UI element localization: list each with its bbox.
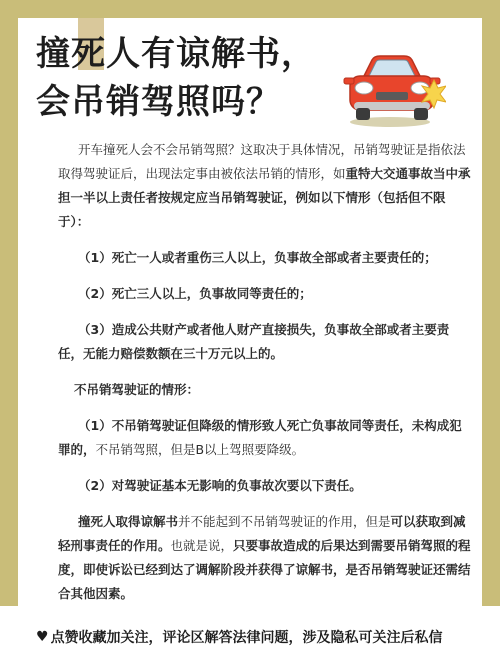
list-item: （3）造成公共财产或者他人财产直接损失，负事故全部或者主要责任，无能力赔偿数额在三十万元以上的。 xyxy=(58,322,450,361)
heart-icon: ♥ xyxy=(36,628,49,645)
title-line-2: 会吊销驾照吗？ xyxy=(36,82,281,122)
list-item: （1）死亡一人或者重伤三人以上，负事故全部或者主要责任的； xyxy=(78,250,437,265)
footer-call-to-action xyxy=(0,606,500,667)
intro-paragraph xyxy=(18,138,482,234)
closing-paragraph: 撞死人取得谅解书并不能起到不吊销驾驶证的作用，但是可以获取到减轻刑事责任的作用。也就是说，只要事故造成的后果达到需要吊销驾照的程度，即使诉讼已经到达了调解阶段并获得了谅解书，是否吊销驾驶证还需结合其他因素。 xyxy=(58,514,471,601)
list-item: （2）死亡三人以上，负事故同等责任的； xyxy=(78,286,312,301)
intro-normal-text: 开车撞死人会不会吊销驾照？这取决于具体情况，吊销驾驶证是指依法取得驾驶证后，出现法定事由被依法吊销的情形，如 xyxy=(58,142,466,181)
page-title xyxy=(36,30,366,126)
subheading-no-revoke: 不吊销驾驶证的情形： xyxy=(74,382,200,397)
intro-bold-text: 重特大交通事故当中承担一半以上责任者按规定应当吊销驾驶证，例如以下情形（包括但不限于）： xyxy=(58,166,471,229)
list-item: （2）对驾驶证基本无影响的负事故次要以下责任。 xyxy=(78,478,362,493)
article-body xyxy=(18,138,482,618)
footer-text: 点赞收藏加关注，评论区解答法律问题，涉及隐私可关注后私信 xyxy=(50,629,443,646)
car-crash-icon xyxy=(342,50,446,128)
list-item: （1）不吊销驾驶证但降级的情形致人死亡负事故同等责任，未构成犯罪的，不吊销驾照，但是B以上驾照要降级。 xyxy=(58,418,462,457)
title-line-1: 撞死人有谅解书， xyxy=(36,34,316,74)
